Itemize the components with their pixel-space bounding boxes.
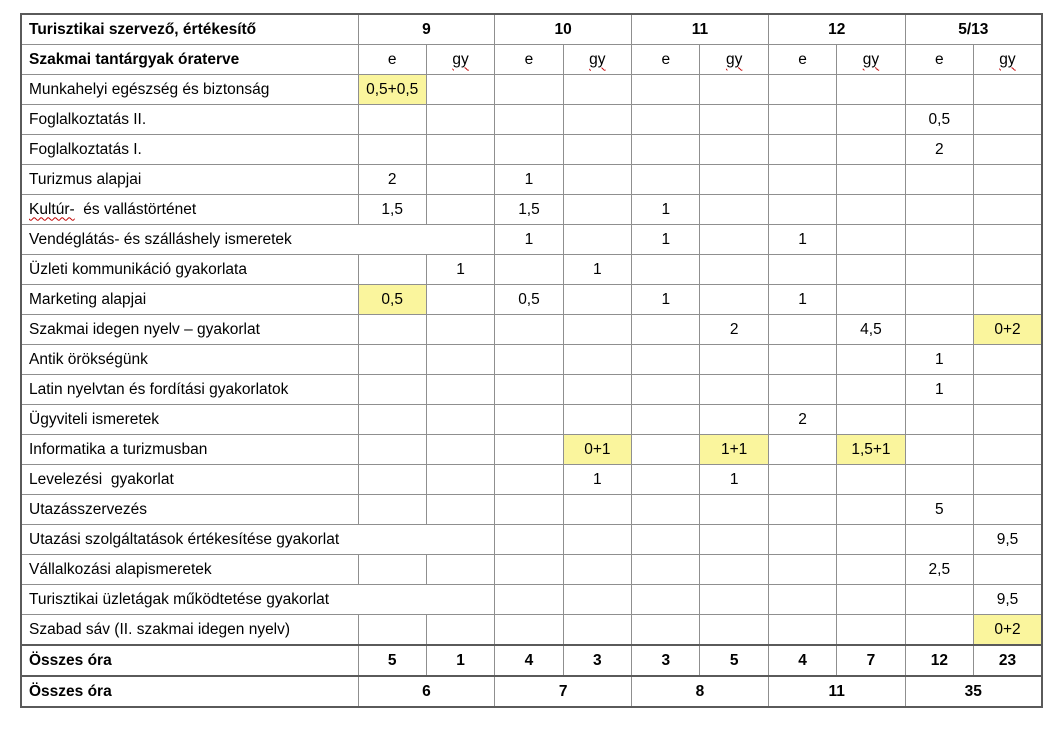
hour-cell — [358, 495, 426, 525]
hour-cell — [974, 555, 1042, 585]
table-row — [21, 75, 1042, 105]
row-label: Vendéglátás- és szálláshely ismeretek — [21, 225, 495, 255]
table-row — [21, 585, 1042, 615]
hour-cell — [426, 495, 494, 525]
hour-cell — [563, 405, 631, 435]
hour-cell: 5 — [905, 495, 973, 525]
hour-cell — [358, 405, 426, 435]
row-label: Levelezési gyakorlat — [21, 465, 358, 495]
table-row — [21, 255, 1042, 285]
hour-cell — [837, 375, 905, 405]
col-header-gy — [700, 45, 768, 75]
total-hour-cell: 4 — [768, 645, 836, 676]
hour-cell — [905, 405, 973, 435]
total-hour-cell: 1 — [426, 645, 494, 676]
hour-cell — [358, 255, 426, 285]
hour-cell — [358, 375, 426, 405]
hour-cell: 1 — [632, 285, 700, 315]
hour-cell: 1 — [563, 255, 631, 285]
hour-cell — [700, 255, 768, 285]
hour-cell — [563, 495, 631, 525]
table-row — [21, 315, 1042, 345]
hour-cell — [426, 375, 494, 405]
table-row — [21, 555, 1042, 585]
total-merged-cell: 7 — [495, 676, 632, 707]
hour-cell — [974, 135, 1042, 165]
table-row — [21, 615, 1042, 646]
hour-cell — [905, 465, 973, 495]
hour-cell — [768, 585, 836, 615]
row-label: Szakmai idegen nyelv – gyakorlat — [21, 315, 358, 345]
misspelled-word: gy — [999, 50, 1016, 68]
total-hour-cell: 7 — [837, 645, 905, 676]
table-title: Turisztikai szervező, értékesítő — [21, 14, 358, 45]
hour-cell — [974, 285, 1042, 315]
hour-cell: 9,5 — [974, 585, 1042, 615]
hour-cell — [426, 135, 494, 165]
table-subtitle: Szakmai tantárgyak óraterve — [21, 45, 358, 75]
hour-cell — [563, 105, 631, 135]
hour-cell — [426, 345, 494, 375]
hour-cell — [426, 615, 494, 646]
hour-cell — [837, 285, 905, 315]
hour-cell — [768, 615, 836, 646]
row-label: Szabad sáv (II. szakmai idegen nyelv) — [21, 615, 358, 646]
totals-row — [21, 645, 1042, 676]
hour-cell — [700, 375, 768, 405]
hour-cell — [905, 165, 973, 195]
header-row-egy — [21, 45, 1042, 75]
totals-label: Összes óra — [21, 645, 358, 676]
hour-cell — [974, 165, 1042, 195]
hour-cell — [495, 75, 563, 105]
row-label: Informatika a turizmusban — [21, 435, 358, 465]
hour-cell — [837, 75, 905, 105]
hour-cell — [495, 135, 563, 165]
row-label: Üzleti kommunikáció gyakorlata — [21, 255, 358, 285]
hour-cell — [495, 615, 563, 646]
hour-cell: 0+2 — [974, 315, 1042, 345]
table-row — [21, 285, 1042, 315]
hour-cell — [700, 105, 768, 135]
hour-cell — [700, 495, 768, 525]
col-header-e: e — [495, 45, 563, 75]
col-header-e: e — [358, 45, 426, 75]
hour-cell — [837, 165, 905, 195]
hour-cell: 1,5 — [358, 195, 426, 225]
hour-cell — [632, 435, 700, 465]
hour-cell — [358, 315, 426, 345]
row-label: Utazásszervezés — [21, 495, 358, 525]
hour-cell: 1,5+1 — [837, 435, 905, 465]
hour-cell: 0,5 — [495, 285, 563, 315]
hour-cell — [426, 315, 494, 345]
hour-cell — [426, 435, 494, 465]
hour-cell: 0,5 — [905, 105, 973, 135]
hour-cell — [974, 375, 1042, 405]
hour-cell — [563, 375, 631, 405]
table-row — [21, 495, 1042, 525]
hour-cell: 1 — [426, 255, 494, 285]
hour-cell — [974, 195, 1042, 225]
hour-cell — [426, 195, 494, 225]
hour-cell: 0,5+0,5 — [358, 75, 426, 105]
curriculum-table — [20, 13, 1043, 708]
hour-cell — [700, 555, 768, 585]
hour-cell — [563, 135, 631, 165]
col-header-gy — [974, 45, 1042, 75]
hour-cell — [837, 105, 905, 135]
hour-cell — [768, 525, 836, 555]
row-label: Vállalkozási alapismeretek — [21, 555, 358, 585]
totals-merged-row — [21, 676, 1042, 707]
hour-cell — [905, 585, 973, 615]
hour-cell: 1 — [632, 225, 700, 255]
hour-cell — [837, 495, 905, 525]
hour-cell: 1 — [905, 345, 973, 375]
hour-cell — [358, 555, 426, 585]
hour-cell — [632, 315, 700, 345]
hour-cell — [905, 315, 973, 345]
row-label: Foglalkoztatás I. — [21, 135, 358, 165]
table-row — [21, 525, 1042, 555]
hour-cell — [768, 555, 836, 585]
total-hour-cell: 5 — [700, 645, 768, 676]
hour-cell — [632, 165, 700, 195]
year-header: 10 — [495, 14, 632, 45]
hour-cell — [632, 585, 700, 615]
hour-cell — [426, 105, 494, 135]
table-row — [21, 345, 1042, 375]
hour-cell — [563, 555, 631, 585]
hour-cell: 1 — [632, 195, 700, 225]
hour-cell — [495, 465, 563, 495]
subject-rows — [21, 75, 1042, 646]
hour-cell — [632, 615, 700, 646]
hour-cell — [563, 525, 631, 555]
hour-cell — [905, 225, 973, 255]
row-label: Antik örökségünk — [21, 345, 358, 375]
hour-cell — [563, 345, 631, 375]
hour-cell — [563, 165, 631, 195]
hour-cell — [974, 255, 1042, 285]
table-row — [21, 375, 1042, 405]
hour-cell: 2 — [700, 315, 768, 345]
hour-cell — [768, 135, 836, 165]
hour-cell — [358, 345, 426, 375]
total-hour-cell: 12 — [905, 645, 973, 676]
hour-cell — [700, 345, 768, 375]
hour-cell: 0+2 — [974, 615, 1042, 646]
hour-cell — [837, 195, 905, 225]
hour-cell — [974, 225, 1042, 255]
totals-label: Összes óra — [21, 676, 358, 707]
hour-cell — [837, 555, 905, 585]
hour-cell — [700, 525, 768, 555]
hour-cell — [632, 405, 700, 435]
table-row — [21, 225, 1042, 255]
hour-cell — [495, 405, 563, 435]
row-label: Utazási szolgáltatások értékesítése gyakorlat — [21, 525, 495, 555]
hour-cell: 2,5 — [905, 555, 973, 585]
table-row — [21, 105, 1042, 135]
misspelled-word: gy — [452, 50, 469, 68]
hour-cell — [358, 435, 426, 465]
hour-cell — [837, 525, 905, 555]
hour-cell — [837, 135, 905, 165]
hour-cell — [905, 195, 973, 225]
hour-cell — [632, 375, 700, 405]
year-header: 9 — [358, 14, 495, 45]
hour-cell — [632, 255, 700, 285]
hour-cell — [905, 75, 973, 105]
hour-cell: 0,5 — [358, 285, 426, 315]
hour-cell — [768, 495, 836, 525]
table-row — [21, 165, 1042, 195]
hour-cell — [837, 405, 905, 435]
hour-cell — [632, 495, 700, 525]
hour-cell — [495, 435, 563, 465]
row-label: Turisztikai üzletágak működtetése gyakorlat — [21, 585, 495, 615]
hour-cell: 1 — [905, 375, 973, 405]
total-hour-cell: 3 — [563, 645, 631, 676]
total-hour-cell: 23 — [974, 645, 1042, 676]
hour-cell: 1+1 — [700, 435, 768, 465]
hour-cell — [700, 405, 768, 435]
hour-cell — [905, 435, 973, 465]
hour-cell — [768, 105, 836, 135]
hour-cell — [495, 585, 563, 615]
hour-cell — [905, 285, 973, 315]
total-hour-cell: 4 — [495, 645, 563, 676]
hour-cell — [426, 555, 494, 585]
hour-cell — [700, 285, 768, 315]
hour-cell — [358, 615, 426, 646]
hour-cell — [632, 105, 700, 135]
hour-cell: 0+1 — [563, 435, 631, 465]
hour-cell: 1 — [768, 225, 836, 255]
hour-cell — [495, 525, 563, 555]
hour-cell: 1 — [700, 465, 768, 495]
hour-cell — [563, 585, 631, 615]
hour-cell — [495, 345, 563, 375]
row-label: Marketing alapjai — [21, 285, 358, 315]
hour-cell — [837, 615, 905, 646]
hour-cell — [700, 75, 768, 105]
row-label-rest: és vallástörténet — [74, 200, 197, 218]
hour-cell — [495, 555, 563, 585]
hour-cell: 9,5 — [974, 525, 1042, 555]
hour-cell: 4,5 — [837, 315, 905, 345]
hour-cell: 1 — [768, 285, 836, 315]
total-merged-cell: 35 — [905, 676, 1042, 707]
hour-cell — [426, 405, 494, 435]
hour-cell — [974, 75, 1042, 105]
col-header-gy — [426, 45, 494, 75]
misspelled-word: gy — [725, 50, 743, 68]
hour-cell — [426, 465, 494, 495]
hour-cell — [563, 195, 631, 225]
hour-cell — [768, 435, 836, 465]
hour-cell: 2 — [358, 165, 426, 195]
col-header-gy — [837, 45, 905, 75]
hour-cell — [905, 525, 973, 555]
hour-cell — [837, 585, 905, 615]
hour-cell — [768, 255, 836, 285]
hour-cell — [974, 465, 1042, 495]
header-row-years — [21, 14, 1042, 45]
col-header-e: e — [632, 45, 700, 75]
total-hour-cell: 5 — [358, 645, 426, 676]
hour-cell — [837, 255, 905, 285]
hour-cell — [974, 435, 1042, 465]
hour-cell — [495, 105, 563, 135]
hour-cell — [358, 105, 426, 135]
col-header-gy — [563, 45, 631, 75]
year-header: 12 — [768, 14, 905, 45]
hour-cell — [632, 345, 700, 375]
hour-cell — [768, 165, 836, 195]
total-merged-cell: 6 — [358, 676, 495, 707]
hour-cell — [495, 315, 563, 345]
row-label: Turizmus alapjai — [21, 165, 358, 195]
hour-cell — [426, 165, 494, 195]
table-row — [21, 435, 1042, 465]
col-header-e: e — [768, 45, 836, 75]
hour-cell — [563, 285, 631, 315]
hour-cell — [768, 195, 836, 225]
hour-cell — [358, 135, 426, 165]
hour-cell — [700, 225, 768, 255]
table-row — [21, 405, 1042, 435]
misspelled-word: gy — [589, 50, 606, 68]
hour-cell — [905, 615, 973, 646]
hour-cell — [974, 345, 1042, 375]
row-label: Munkahelyi egészség és biztonság — [21, 75, 358, 105]
hour-cell — [632, 525, 700, 555]
hour-cell — [768, 465, 836, 495]
year-header: 5/13 — [905, 14, 1042, 45]
table-row — [21, 465, 1042, 495]
row-label: Foglalkoztatás II. — [21, 105, 358, 135]
table-header — [21, 14, 1042, 75]
total-hour-cell: 3 — [632, 645, 700, 676]
hour-cell — [700, 165, 768, 195]
hour-cell — [632, 75, 700, 105]
hour-cell: 1 — [563, 465, 631, 495]
hour-cell: 1,5 — [495, 195, 563, 225]
hour-cell — [768, 345, 836, 375]
col-header-e: e — [905, 45, 973, 75]
hour-cell: 2 — [905, 135, 973, 165]
row-label: Latin nyelvtan és fordítási gyakorlatok — [21, 375, 358, 405]
table-row — [21, 195, 1042, 225]
row-label: Ügyviteli ismeretek — [21, 405, 358, 435]
hour-cell — [632, 555, 700, 585]
hour-cell — [768, 315, 836, 345]
hour-cell — [632, 135, 700, 165]
row-label — [21, 195, 358, 225]
hour-cell — [563, 615, 631, 646]
hour-cell: 1 — [495, 165, 563, 195]
hour-cell — [426, 75, 494, 105]
hour-cell — [974, 405, 1042, 435]
misspelled-word: gy — [862, 50, 880, 68]
hour-cell — [700, 615, 768, 646]
hour-cell: 1 — [495, 225, 563, 255]
total-merged-cell: 8 — [632, 676, 769, 707]
hour-cell — [905, 255, 973, 285]
hour-cell — [495, 255, 563, 285]
year-header: 11 — [632, 14, 769, 45]
hour-cell — [700, 135, 768, 165]
hour-cell — [495, 495, 563, 525]
hour-cell — [563, 225, 631, 255]
hour-cell — [974, 495, 1042, 525]
hour-cell — [495, 375, 563, 405]
hour-cell — [837, 465, 905, 495]
table-row — [21, 135, 1042, 165]
hour-cell — [700, 585, 768, 615]
hour-cell — [563, 315, 631, 345]
hour-cell — [426, 285, 494, 315]
total-merged-cell: 11 — [768, 676, 905, 707]
hour-cell: 2 — [768, 405, 836, 435]
hour-cell — [632, 465, 700, 495]
hour-cell — [974, 105, 1042, 135]
hour-cell — [768, 75, 836, 105]
hour-cell — [358, 465, 426, 495]
totals-rows — [21, 645, 1042, 707]
hour-cell — [837, 225, 905, 255]
hour-cell — [700, 195, 768, 225]
hour-cell — [768, 375, 836, 405]
hour-cell — [563, 75, 631, 105]
misspelled-word: Kultúr- — [29, 200, 75, 218]
hour-cell — [837, 345, 905, 375]
